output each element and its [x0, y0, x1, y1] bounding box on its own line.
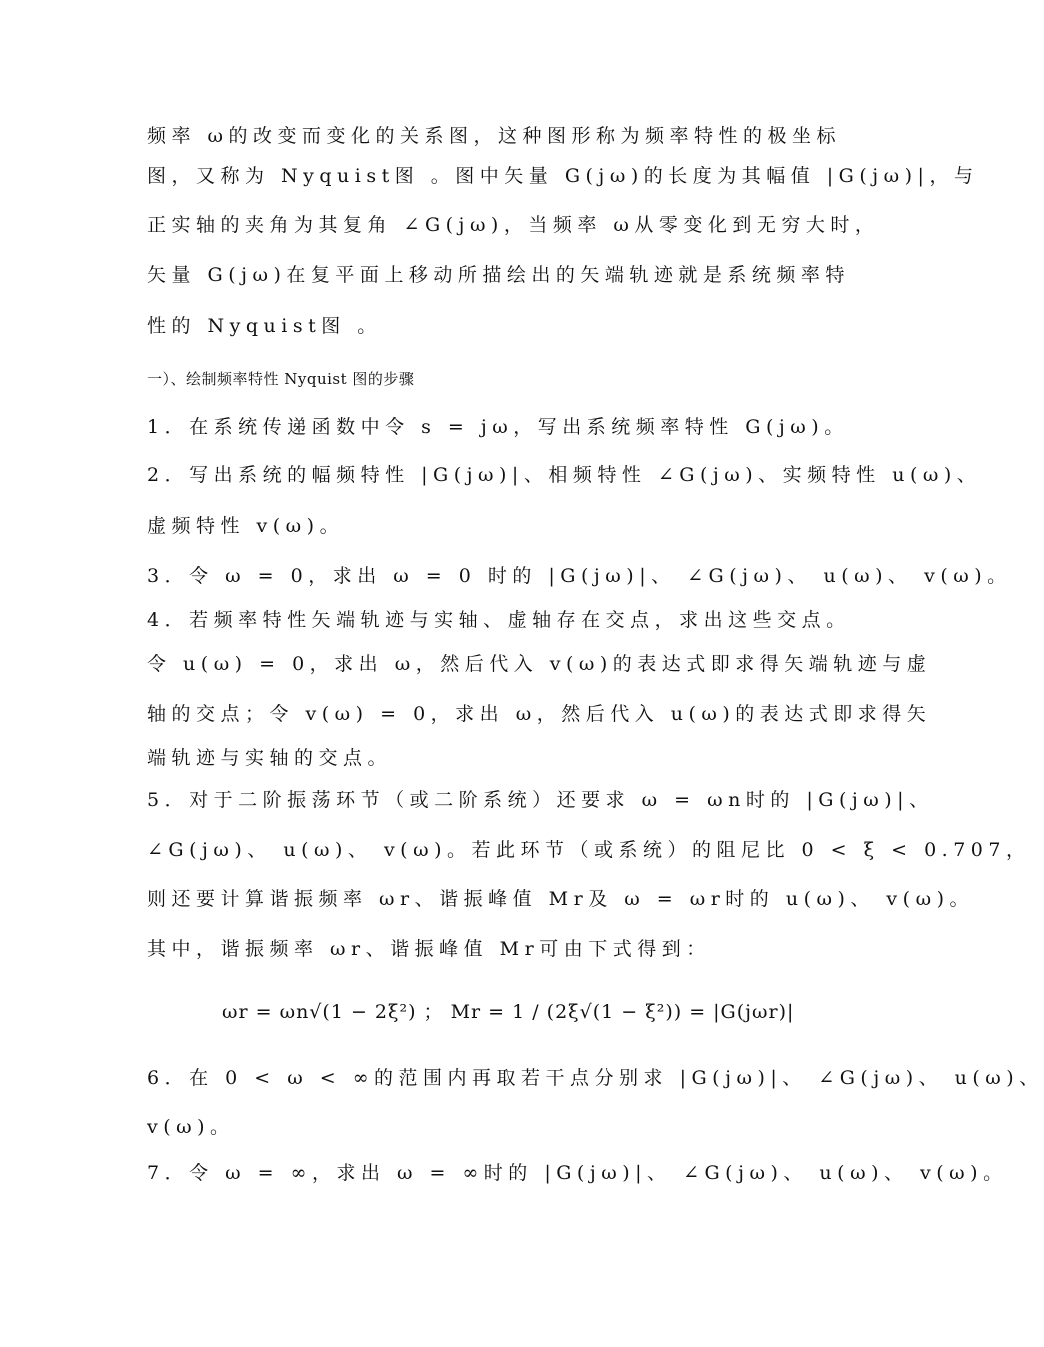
step-4-line-2: 令 u(ω) = 0，求出 ω，然后代入 v(ω)的表达式即求得矢端轨迹与虚 — [147, 653, 932, 675]
step-5-line-1: 5．对于二阶振荡环节（或二阶系统）还要求 ω = ωn时的 |G(jω)|、 — [147, 789, 934, 811]
step-5-line-3: 则还要计算谐振频率 ωr、谐振峰值 Mr及 ω = ωr时的 u(ω)、 v(ω)。 — [147, 888, 974, 910]
section-heading: 一）、绘制频率特性 Nyquist 图的步骤 — [147, 370, 415, 388]
step-2-line-1: 2．写出系统的幅频特性 |G(jω)|、相频特性 ∠G(jω)、实频特性 u(ω)、 — [147, 464, 982, 486]
step-4-line-4: 端轨迹与实轴的交点。 — [147, 747, 393, 769]
step-4-line-3: 轴的交点；令 v(ω) = 0，求出 ω，然后代入 u(ω)的表达式即求得矢 — [147, 703, 932, 725]
step-6-line-1: 6．在 0 < ω < ∞的范围内再取若干点分别求 |G(jω)|、 ∠G(jω)、 u(ω)、 — [147, 1067, 1044, 1089]
step-5-line-4: 其中，谐振频率 ωr、谐振峰值 Mr可由下式得到： — [147, 938, 711, 960]
step-1: 1．在系统传递函数中令 s = jω，写出系统频率特性 G(jω)。 — [147, 416, 849, 438]
step-5-line-2: ∠G(jω)、 u(ω)、 v(ω)。若此环节（或系统）的阻尼比 0 < ξ < 0.707， — [147, 839, 1031, 861]
step-6-line-2: v(ω)。 — [147, 1116, 235, 1138]
resonance-formula: ωr = ωn√(1 − 2ξ²) ； Mr = 1 / (2ξ√(1 − ξ²)) = |G(jωr)| — [222, 1001, 795, 1023]
step-4-line-1: 4．若频率特性矢端轨迹与实轴、虚轴存在交点，求出这些交点。 — [147, 609, 851, 631]
paragraph-line-4: 矢量 G(jω)在复平面上移动所描绘出的矢端轨迹就是系统频率特 — [147, 264, 850, 286]
paragraph-line-5: 性的 Nyquist图 。 — [147, 315, 382, 337]
paragraph-line-1: 频率 ω的改变而变化的关系图，这种图形称为频率特性的极坐标 — [147, 125, 842, 147]
paragraph-line-2: 图，又称为 Nyquist图 。图中矢量 G(jω)的长度为其幅值 |G(jω)|，与 — [147, 165, 979, 187]
paragraph-line-3: 正实轴的夹角为其复角 ∠G(jω)，当频率 ω从零变化到无穷大时， — [147, 214, 880, 236]
step-2-line-2: 虚频特性 v(ω)。 — [147, 515, 345, 537]
step-3: 3．令 ω = 0，求出 ω = 0 时的 |G(jω)|、 ∠G(jω)、 u(ω)、 v(ω)。 — [147, 565, 1012, 587]
step-7: 7．令 ω = ∞，求出 ω = ∞时的 |G(jω)|、 ∠G(jω)、 u(ω)、 v(ω)。 — [147, 1162, 1008, 1184]
